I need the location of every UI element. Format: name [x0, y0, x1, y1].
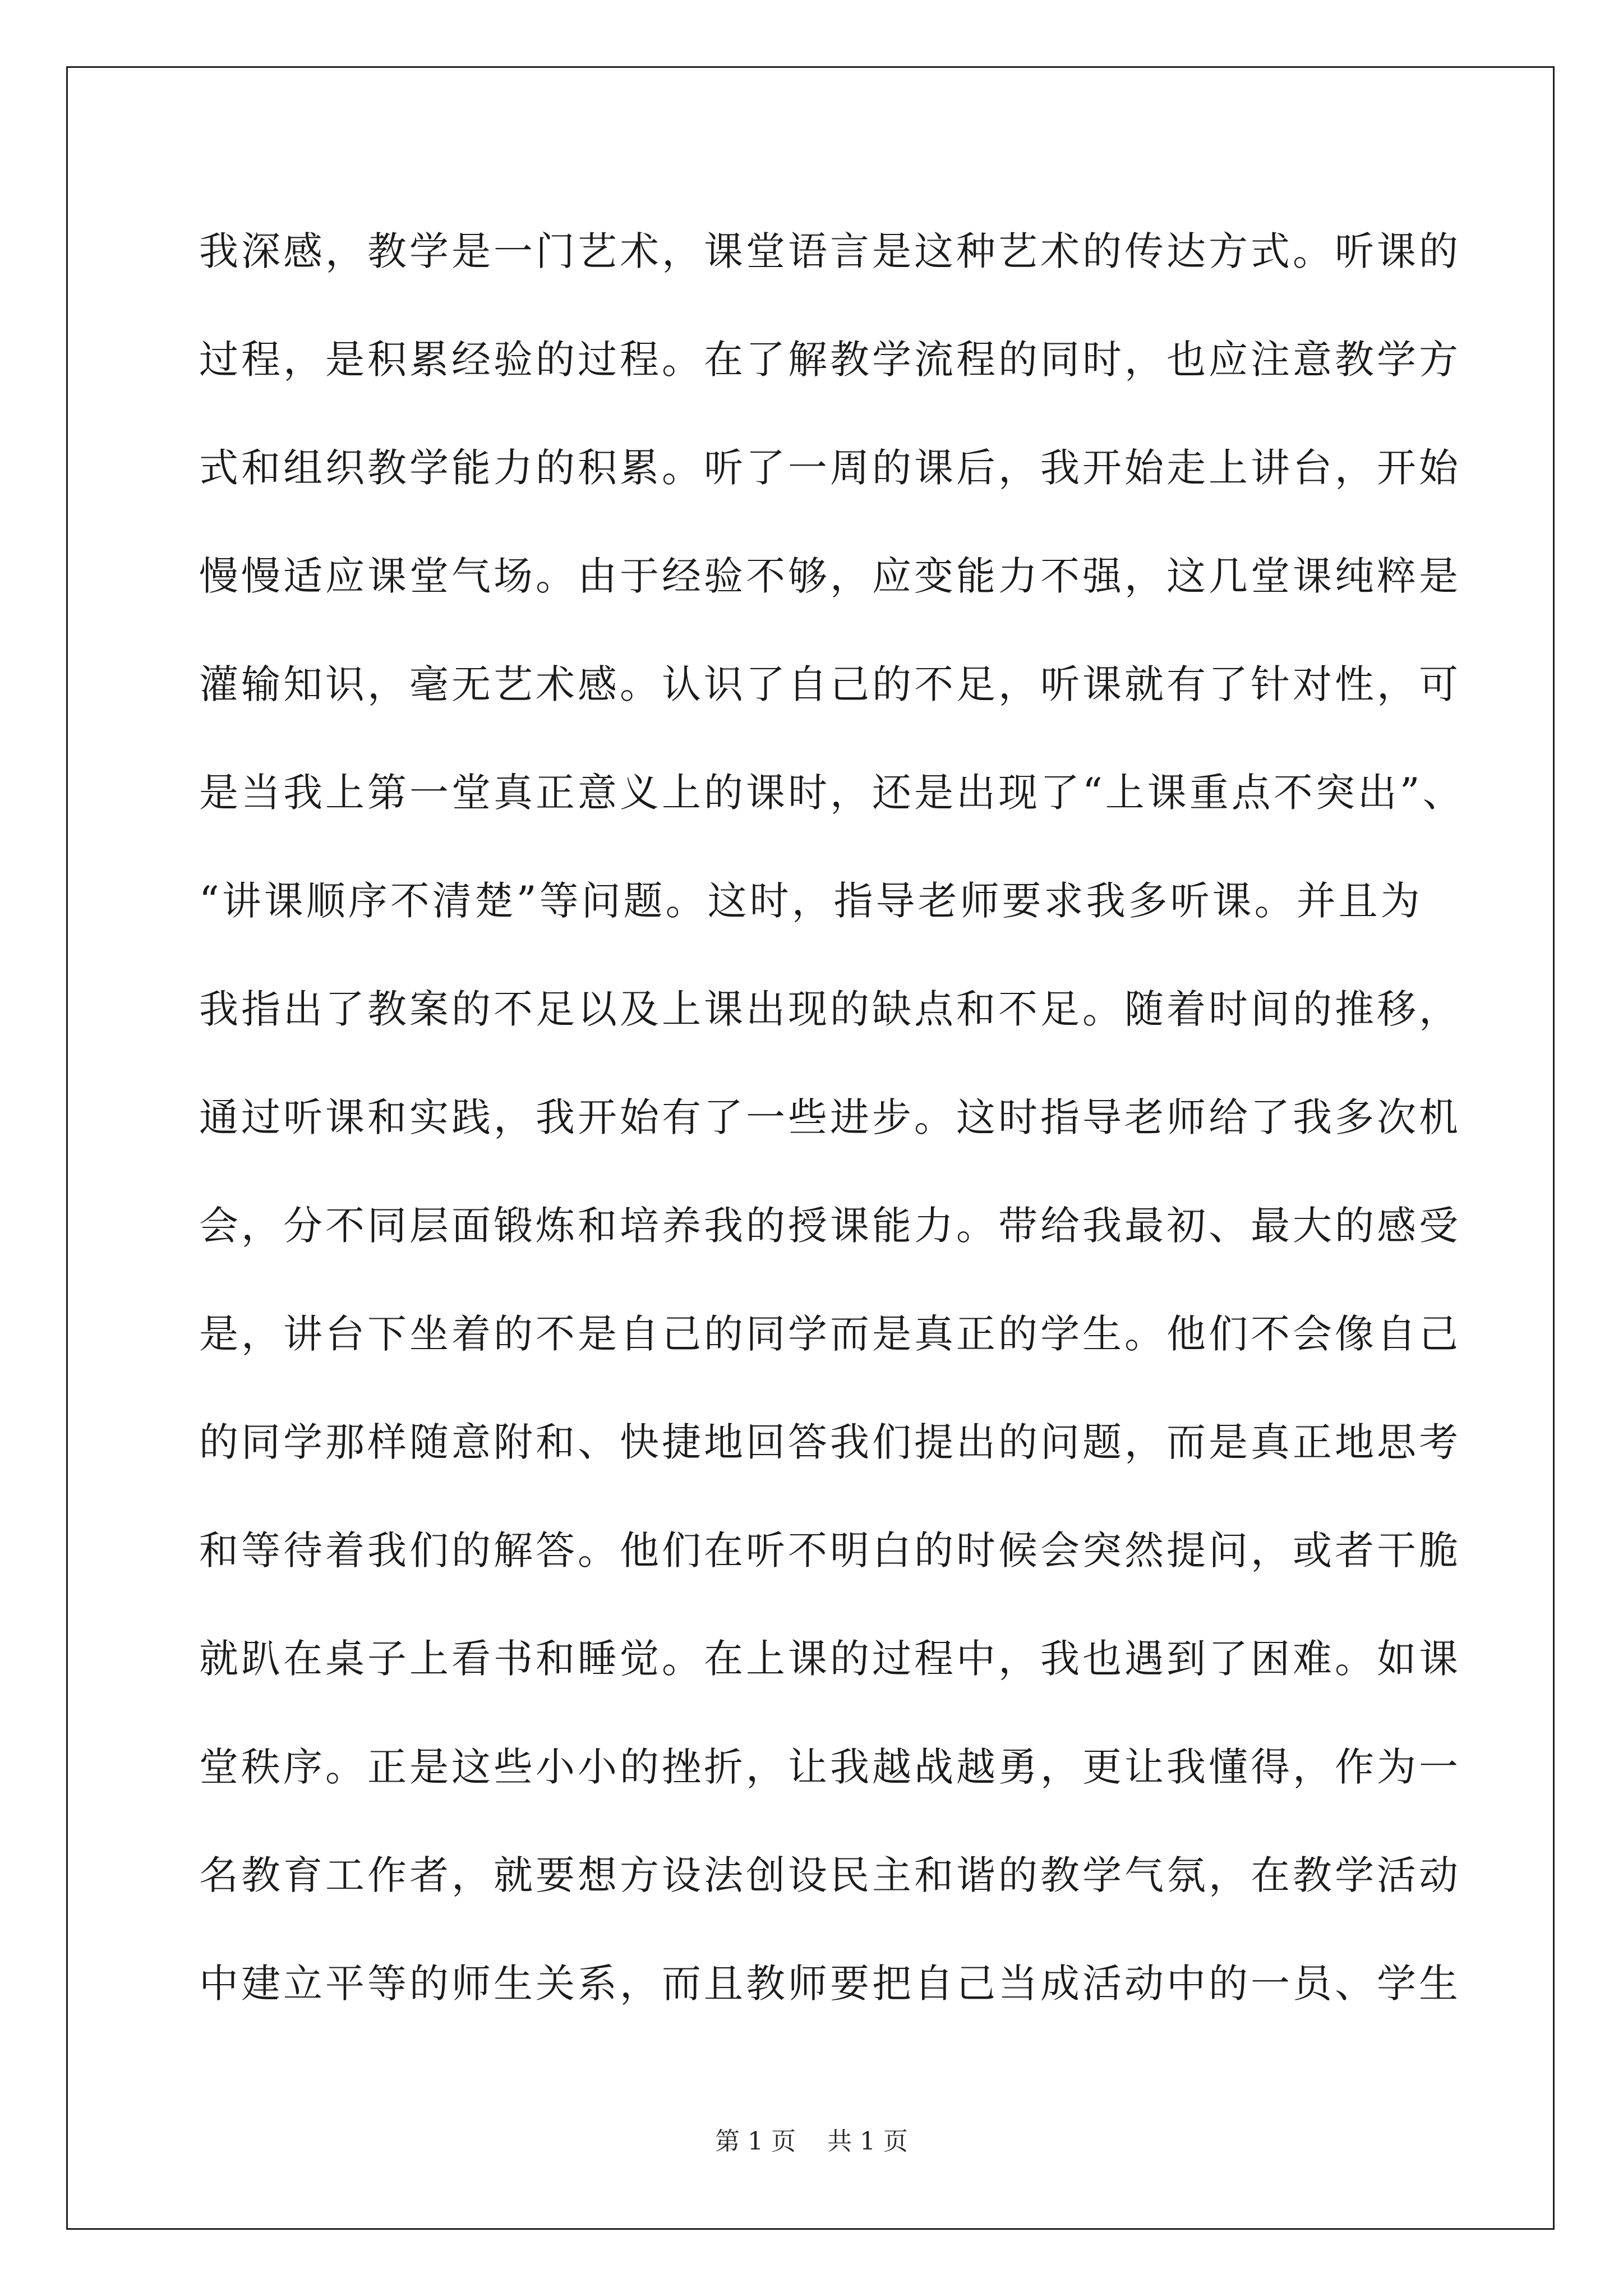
text-line: 过程，是积累经验的过程。在了解教学流程的同时，也应注意教学方	[199, 337, 1461, 383]
page-total: 共 1 页	[827, 2127, 908, 2156]
text-line: 慢慢适应课堂气场。由于经验不够，应变能力不强，这几堂课纯粹是	[199, 553, 1461, 599]
page-number: 第 1 页	[715, 2127, 796, 2156]
text-line: 和等待着我们的解答。他们在听不明白的时候会突然提问，或者干脆	[199, 1527, 1461, 1573]
text-line: “讲课顺序不清楚”等问题。这时，指导老师要求我多听课。并且为	[199, 878, 1423, 924]
text-line: 中建立平等的师生关系，而且教师要把自己当成活动中的一员、学生	[199, 1961, 1461, 2007]
page-footer	[0, 2125, 1623, 2159]
footer-spacer	[796, 2127, 827, 2156]
text-line: 式和组织教学能力的积累。听了一周的课后，我开始走上讲台，开始	[199, 445, 1461, 491]
text-line: 是，讲台下坐着的不是自己的同学而是真正的学生。他们不会像自己	[199, 1311, 1461, 1357]
text-line: 的同学那样随意附和、快捷地回答我们提出的问题，而是真正地思考	[199, 1419, 1461, 1465]
text-line: 是当我上第一堂真正意义上的课时，还是出现了“上课重点不突出”、	[199, 770, 1465, 816]
text-line: 会，分不同层面锻炼和培养我的授课能力。带给我最初、最大的感受	[199, 1203, 1461, 1249]
body-text	[199, 212, 1465, 2053]
text-line: 我指出了教案的不足以及上课出现的缺点和不足。随着时间的推移，	[199, 986, 1461, 1032]
text-line: 就趴在桌子上看书和睡觉。在上课的过程中，我也遇到了困难。如课	[199, 1636, 1461, 1682]
text-line: 堂秩序。正是这些小小的挫折，让我越战越勇，更让我懂得，作为一	[199, 1744, 1461, 1790]
text-line: 灌输知识，毫无艺术感。认识了自己的不足，听课就有了针对性，可	[199, 661, 1461, 707]
text-line: 我深感，教学是一门艺术，课堂语言是这种艺术的传达方式。听课的	[199, 228, 1461, 274]
text-line: 通过听课和实践，我开始有了一些进步。这时指导老师给了我多次机	[199, 1094, 1461, 1140]
text-line: 名教育工作者，就要想方设法创设民主和谐的教学气氛，在教学活动	[199, 1852, 1461, 1898]
